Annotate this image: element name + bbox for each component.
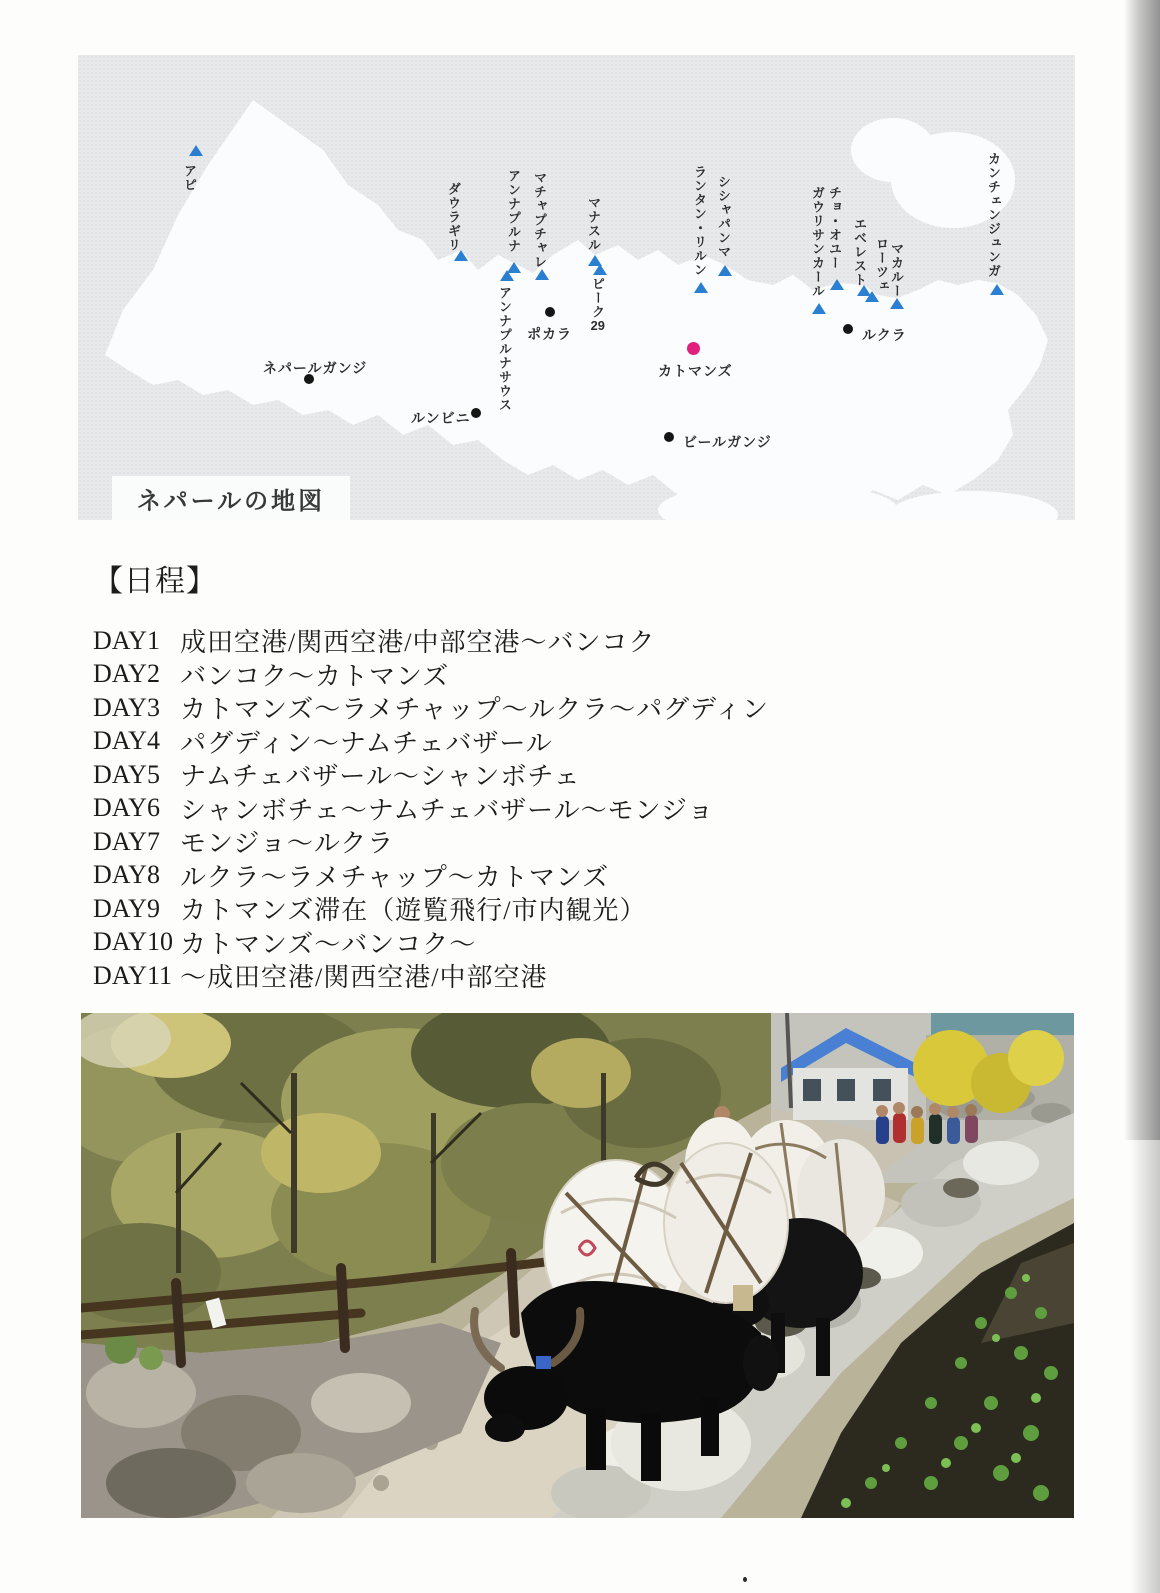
city-label-nepalganj: ネパールガンジ — [263, 360, 368, 376]
day-route: バンコク～カトマンズ — [180, 661, 450, 691]
mountain-label-lhotse: ローツェ — [874, 237, 889, 293]
mountain-label-kangchenjunga: カンチェンジュンガ — [986, 152, 1001, 278]
itinerary-section — [93, 556, 1073, 993]
day-label: DAY8 — [93, 860, 160, 890]
mountain-label-annapurna-south: アンナプルナサウス — [497, 286, 512, 412]
city-label-birganj: ビールガンジ — [683, 434, 772, 450]
mountain-label-langtang-lirung: ランタン・リルン — [692, 165, 707, 277]
map-title-plate — [112, 476, 350, 520]
scan-edge-shadow — [1124, 0, 1160, 1140]
mountain-marker-machapuchare — [535, 269, 549, 280]
itinerary-row — [93, 959, 1073, 993]
mountain-label-annapurna: アンナプルナ — [506, 169, 521, 253]
mountain-label-machapuchare: マチャプチャレ — [532, 171, 547, 269]
day-route: シャンボチェ～ナムチェバザール～モンジョ — [180, 795, 715, 825]
day-route: カトマンズ～ラメチャップ～ルクラ～パグディン — [180, 695, 770, 725]
mountain-label-manaslu: マナスル — [586, 196, 601, 252]
city-label-pokhara: ポカラ — [527, 326, 572, 342]
mountain-marker-gaurisankar — [812, 303, 826, 314]
day-label: DAY3 — [93, 692, 160, 722]
itinerary-row — [93, 758, 1073, 792]
scan-speck — [743, 1577, 747, 1582]
day-label: DAY6 — [93, 793, 160, 823]
day-route: ルクラ～ラメチャップ～カトマンズ — [180, 862, 610, 892]
mountain-label-everest: エベレスト — [852, 217, 867, 287]
day-label: DAY1 — [93, 625, 160, 655]
day-label: DAY7 — [93, 826, 160, 856]
mountain-marker-langtang-lirung — [694, 282, 708, 293]
day-route: モンジョ～ルクラ — [180, 829, 395, 859]
day-label: DAY9 — [93, 893, 160, 923]
itinerary-row — [93, 892, 1073, 926]
city-marker-birganj — [664, 432, 674, 442]
mountain-marker-api — [189, 145, 203, 156]
nepal-map — [78, 55, 1075, 520]
itinerary-row — [93, 792, 1073, 826]
nepal-outline — [78, 55, 1075, 520]
itinerary-row — [93, 658, 1073, 692]
day-label: DAY5 — [93, 759, 160, 789]
mountain-marker-annapurna-south — [500, 270, 514, 281]
city-label-lukla: ルクラ — [862, 327, 907, 343]
yak-caravan-photo — [81, 1013, 1074, 1518]
itinerary-row — [93, 624, 1073, 658]
day-list — [93, 624, 1073, 993]
mountain-label-shishapangma: シシャパンマ — [716, 175, 731, 259]
itinerary-row — [93, 825, 1073, 859]
itinerary-heading: 【日程】 — [93, 565, 217, 598]
day-label: DAY10 — [93, 927, 173, 957]
mountain-label-cho-oyu: チョ・オユー — [827, 186, 842, 270]
day-label: DAY11 — [93, 960, 172, 990]
itinerary-row — [93, 691, 1073, 725]
mountain-label-dhaulagiri: ダウラギリ — [446, 182, 461, 252]
mountain-marker-shishapangma — [718, 265, 732, 276]
day-route: カトマンズ滞在（遊覧飛行/市内観光） — [180, 896, 647, 926]
mountain-label-makalu: マカルー — [889, 242, 904, 298]
city-label-lumbini: ルンビニ — [411, 410, 471, 426]
capital-label-kathmandu: カトマンズ — [658, 363, 733, 379]
mountain-marker-makalu — [890, 298, 904, 309]
day-route: パグディン～ナムチェバザール — [180, 728, 553, 758]
city-marker-lumbini — [471, 408, 481, 418]
day-route: ナムチェバザール～シャンボチェ — [180, 762, 581, 792]
mountain-marker-peak29 — [593, 264, 607, 275]
day-label: DAY4 — [93, 726, 160, 756]
map-title: ネパールの地図 — [136, 487, 326, 515]
mountain-label-api: アピ — [182, 164, 197, 192]
mountain-marker-cho-oyu — [830, 279, 844, 290]
city-marker-pokhara — [545, 307, 555, 317]
mountain-marker-kangchenjunga — [990, 284, 1004, 295]
itinerary-row — [93, 926, 1073, 960]
mountain-label-gaurisankar: ガウリサンカール — [810, 186, 825, 298]
itinerary-row — [93, 859, 1073, 893]
capital-marker-kathmandu — [687, 342, 700, 355]
day-route: 成田空港/関西空港/中部空港～バンコク — [180, 628, 656, 658]
scan-edge-shadow-lower — [1130, 1140, 1160, 1593]
yak-caravan-illustration — [81, 1013, 1074, 1518]
mountain-label-peak29: ピーク29 — [590, 277, 605, 332]
city-marker-lukla — [843, 324, 853, 334]
day-label: DAY2 — [93, 659, 160, 689]
itinerary-row — [93, 725, 1073, 759]
day-route: カトマンズ～バンコク～ — [180, 929, 477, 959]
day-route: ～成田空港/関西空港/中部空港 — [180, 963, 548, 993]
